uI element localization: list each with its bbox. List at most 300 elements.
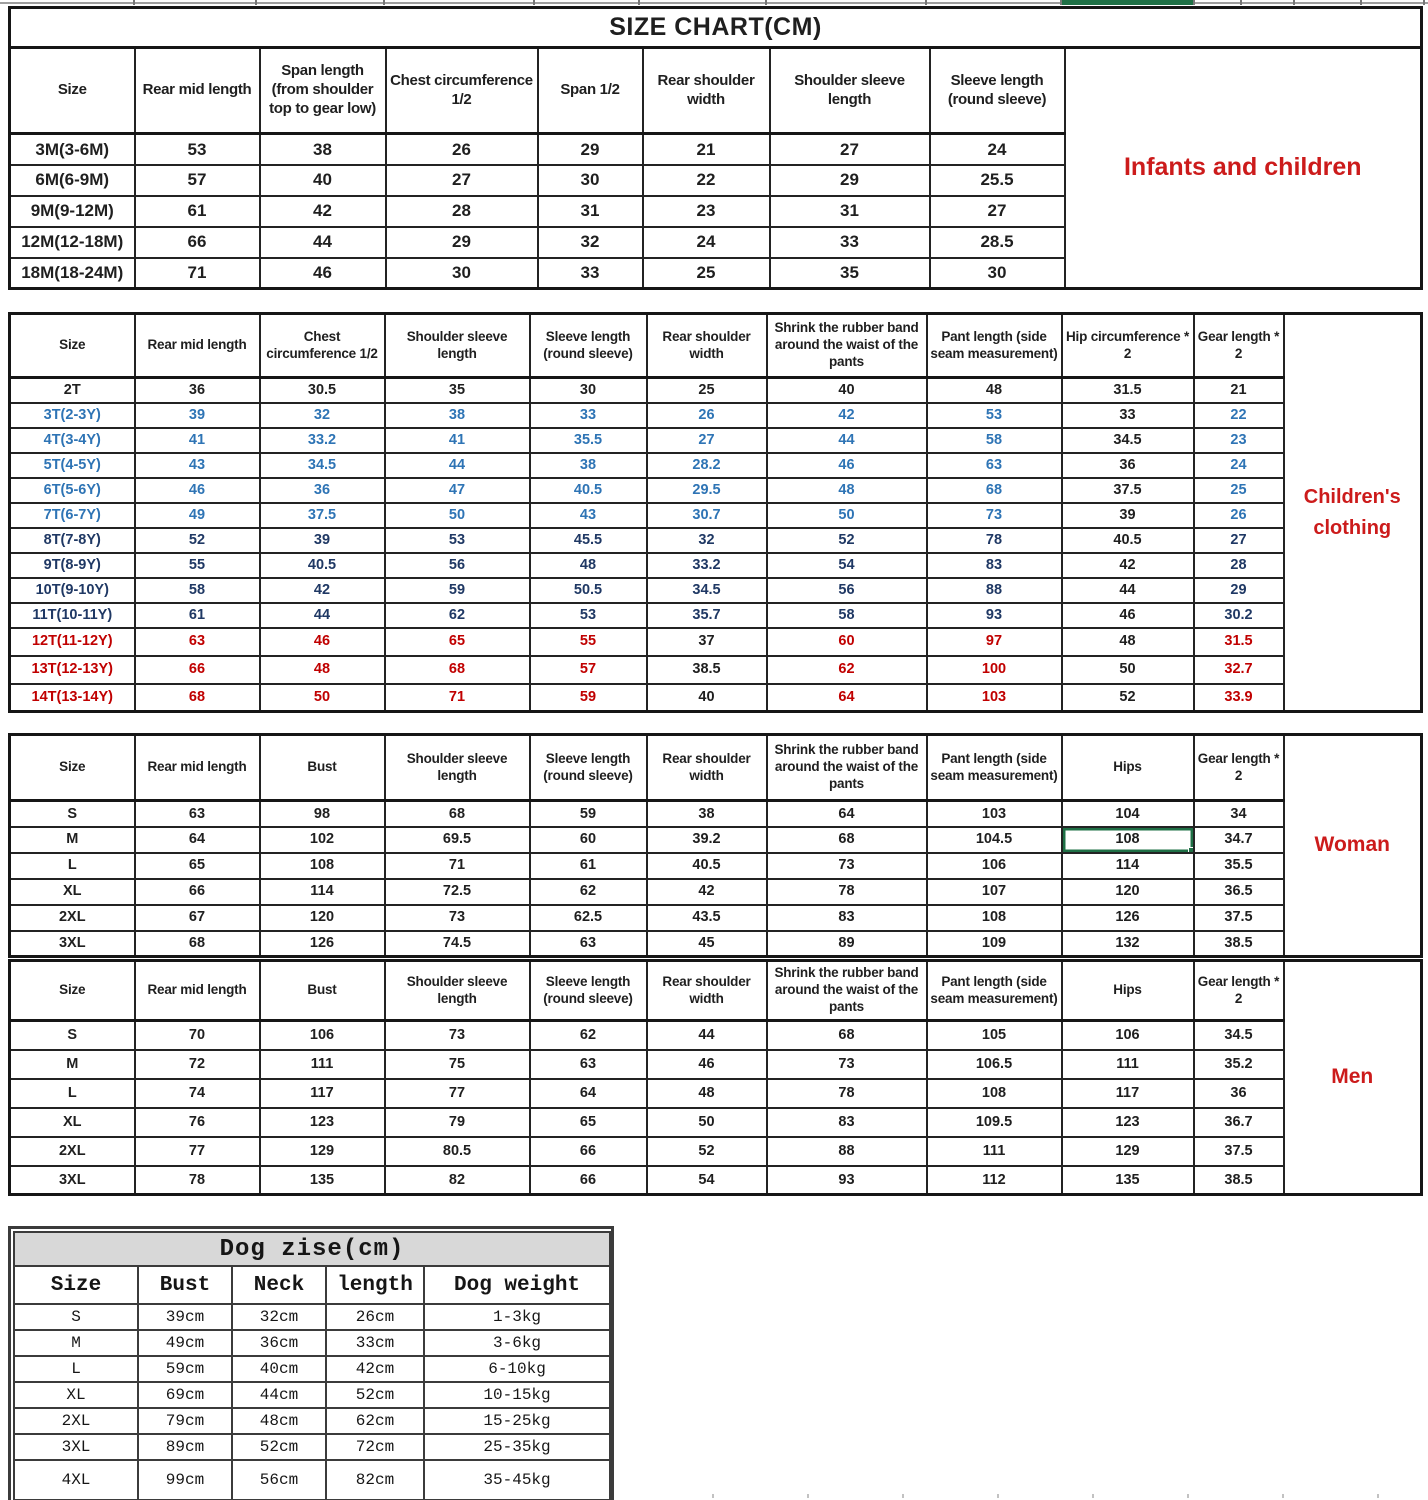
value-cell: 45 [647,931,767,957]
size-cell: S [10,801,135,827]
value-cell: 135 [260,1166,385,1195]
column-header: Rear shoulder width [647,961,767,1021]
table-row [10,403,1422,428]
value-cell: 39 [135,403,260,428]
value-cell: 80.5 [385,1137,530,1166]
value-cell: 36.5 [1194,879,1284,905]
value-cell: 79cm [138,1408,232,1434]
value-cell: 97 [927,628,1062,656]
value-cell: 41 [135,428,260,453]
value-cell: 30.2 [1194,603,1284,628]
value-cell: 45.5 [530,528,647,553]
value-cell: 54 [767,553,927,578]
value-cell: 49cm [138,1330,232,1356]
value-cell: 33 [538,258,643,289]
value-cell: 37.5 [1062,478,1194,503]
value-cell: 76 [135,1108,260,1137]
value-cell: 39cm [138,1304,232,1330]
gridline-tick [1377,1494,1379,1498]
value-cell: 25 [647,378,767,403]
category-label: Infants and children [1065,48,1422,289]
value-cell: 29 [538,134,643,165]
value-cell: 46 [260,628,385,656]
value-cell: 46 [135,478,260,503]
value-cell: 78 [135,1166,260,1195]
value-cell: 63 [927,453,1062,478]
value-cell: 68 [385,801,530,827]
value-cell: 68 [385,656,530,684]
gridline-tick [533,0,535,5]
value-cell: 40cm [232,1356,326,1382]
value-cell: 33 [530,403,647,428]
column-header: Sleeve length (round sleeve) [930,48,1065,134]
column-header: Hips [1062,735,1194,801]
table-row [10,578,1422,603]
value-cell: 58 [927,428,1062,453]
value-cell: 71 [385,684,530,712]
value-cell: 21 [1194,378,1284,403]
value-cell: 104 [1062,801,1194,827]
value-cell: 82cm [326,1460,424,1500]
value-cell: 48 [767,478,927,503]
size-cell: 11T(10-11Y) [10,603,135,628]
column-header: Bust [138,1266,232,1304]
column-header: Sleeve length (round sleeve) [530,961,647,1021]
column-header: Size [10,48,135,134]
table-row [10,684,1422,712]
column-header: Rear mid length [135,735,260,801]
value-cell: 26cm [326,1304,424,1330]
value-cell: 64 [530,1079,647,1108]
column-header: Gear length * 2 [1194,314,1284,378]
value-cell: 108 [1062,827,1194,853]
value-cell: 57 [135,165,260,196]
value-cell: 26 [647,403,767,428]
value-cell: 105 [927,1021,1062,1050]
woman-table [8,733,1423,958]
value-cell: 26 [386,134,538,165]
value-cell: 38 [260,134,386,165]
value-cell: 53 [927,403,1062,428]
size-cell: 13T(12-13Y) [10,656,135,684]
value-cell: 99cm [138,1460,232,1500]
value-cell: 29 [770,165,930,196]
value-cell: 3-6kg [424,1330,610,1356]
value-cell: 28.2 [647,453,767,478]
column-header: Hips [1062,961,1194,1021]
size-cell: 3XL [10,931,135,957]
value-cell: 37.5 [1194,905,1284,931]
table-row [10,1021,1422,1050]
value-cell: 59 [530,801,647,827]
value-cell: 21 [643,134,770,165]
value-cell: 41 [385,428,530,453]
value-cell: 32 [538,227,643,258]
value-cell: 22 [1194,403,1284,428]
value-cell: 38 [385,403,530,428]
size-cell: 4XL [14,1460,138,1500]
column-header: Gear length * 2 [1194,735,1284,801]
size-cell: M [14,1330,138,1356]
value-cell: 31 [770,196,930,227]
value-cell: 59 [530,684,647,712]
value-cell: 64 [767,801,927,827]
table-row [10,931,1422,957]
size-cell: 12M(12-18M) [10,227,135,258]
value-cell: 31.5 [1062,378,1194,403]
value-cell: 32 [647,528,767,553]
category-label: Woman [1284,735,1422,957]
value-cell: 79 [385,1108,530,1137]
table-title: SIZE CHART(CM) [10,8,1422,48]
table-row [10,1166,1422,1195]
value-cell: 42 [767,403,927,428]
value-cell: 46 [1062,603,1194,628]
value-cell: 112 [927,1166,1062,1195]
column-header: Rear mid length [135,961,260,1021]
size-cell: 3XL [14,1434,138,1460]
value-cell: 56cm [232,1460,326,1500]
value-cell: 69.5 [385,827,530,853]
size-cell: S [10,1021,135,1050]
sheet-gridline [0,2,1428,4]
value-cell: 65 [135,853,260,879]
value-cell: 23 [1194,428,1284,453]
dog-table [13,1231,611,1500]
value-cell: 111 [927,1137,1062,1166]
value-cell: 106.5 [927,1050,1062,1079]
table-row [10,1050,1422,1079]
value-cell: 1-3kg [424,1304,610,1330]
value-cell: 117 [1062,1079,1194,1108]
size-table-men [8,959,1423,1196]
infants-table [8,6,1423,290]
value-cell: 44 [1062,578,1194,603]
value-cell: 123 [260,1108,385,1137]
men-table [8,959,1423,1196]
size-cell: 3M(3-6M) [10,134,135,165]
value-cell: 77 [385,1079,530,1108]
size-cell: 14T(13-14Y) [10,684,135,712]
value-cell: 25.5 [930,165,1065,196]
value-cell: 89cm [138,1434,232,1460]
value-cell: 114 [260,879,385,905]
value-cell: 78 [927,528,1062,553]
value-cell: 65 [385,628,530,656]
value-cell: 73 [385,905,530,931]
value-cell: 25 [643,258,770,289]
column-header: Dog weight [424,1266,610,1304]
column-header: Shrink the rubber band around the waist of the pants [767,735,927,801]
value-cell: 36 [1062,453,1194,478]
column-header: Rear shoulder width [647,735,767,801]
value-cell: 34.5 [1194,1021,1284,1050]
value-cell: 50 [767,503,927,528]
value-cell: 83 [767,905,927,931]
value-cell: 35.5 [1194,853,1284,879]
size-table-dog [8,1226,614,1500]
size-cell: 9T(8-9Y) [10,553,135,578]
gridline-tick [807,1494,809,1498]
value-cell: 88 [927,578,1062,603]
column-header: Span length (from shoulder top to gear low) [260,48,386,134]
value-cell: 63 [530,931,647,957]
value-cell: 30 [930,258,1065,289]
value-cell: 6-10kg [424,1356,610,1382]
value-cell: 63 [135,801,260,827]
column-header: Gear length * 2 [1194,961,1284,1021]
value-cell: 50 [1062,656,1194,684]
value-cell: 58 [767,603,927,628]
size-cell: 6M(6-9M) [10,165,135,196]
value-cell: 22 [643,165,770,196]
gridline-tick [133,0,135,5]
column-header: Rear mid length [135,48,260,134]
value-cell: 114 [1062,853,1194,879]
value-cell: 98 [260,801,385,827]
value-cell: 28 [386,196,538,227]
value-cell: 10-15kg [424,1382,610,1408]
value-cell: 38.5 [1194,1166,1284,1195]
value-cell: 40.5 [530,478,647,503]
value-cell: 27 [1194,528,1284,553]
value-cell: 68 [767,1021,927,1050]
value-cell: 38.5 [647,656,767,684]
table-row [10,453,1422,478]
value-cell: 36.7 [1194,1108,1284,1137]
value-cell: 106 [260,1021,385,1050]
value-cell: 72cm [326,1434,424,1460]
value-cell: 66 [135,879,260,905]
value-cell: 33 [1062,403,1194,428]
category-label: Men [1284,961,1422,1195]
gridline-tick [1360,0,1362,5]
value-cell: 62.5 [530,905,647,931]
value-cell: 63 [135,628,260,656]
value-cell: 108 [927,905,1062,931]
value-cell: 55 [135,553,260,578]
column-header: Span 1/2 [538,48,643,134]
gridline-tick [638,0,640,5]
value-cell: 42 [260,196,386,227]
size-cell: 3XL [10,1166,135,1195]
value-cell: 53 [385,528,530,553]
table-row [10,378,1422,403]
value-cell: 55 [530,628,647,656]
value-cell: 111 [1062,1050,1194,1079]
value-cell: 49 [135,503,260,528]
value-cell: 52cm [326,1382,424,1408]
value-cell: 67 [135,905,260,931]
value-cell: 38.5 [1194,931,1284,957]
column-header: Pant length (side seam measurement) [927,314,1062,378]
gridline-tick [1282,1494,1284,1498]
size-cell: 3T(2-3Y) [10,403,135,428]
size-cell: 9M(9-12M) [10,196,135,227]
fill-handle-icon [1188,847,1194,853]
value-cell: 73 [767,853,927,879]
value-cell: 58 [135,578,260,603]
value-cell: 77 [135,1137,260,1166]
value-cell: 43 [530,503,647,528]
size-table-infants [8,6,1423,290]
value-cell: 106 [927,853,1062,879]
size-cell: 7T(6-7Y) [10,503,135,528]
value-cell: 117 [260,1079,385,1108]
value-cell: 59 [385,578,530,603]
value-cell: 50.5 [530,578,647,603]
value-cell: 103 [927,801,1062,827]
category-label: Children's clothing [1284,314,1422,712]
value-cell: 56 [385,553,530,578]
size-cell: 12T(11-12Y) [10,628,135,656]
value-cell: 44 [767,428,927,453]
table-row [14,1434,610,1460]
size-cell: S [14,1304,138,1330]
size-cell: XL [10,879,135,905]
value-cell: 120 [260,905,385,931]
value-cell: 88 [767,1137,927,1166]
value-cell: 25-35kg [424,1434,610,1460]
value-cell: 40 [767,378,927,403]
value-cell: 68 [135,684,260,712]
value-cell: 28.5 [930,227,1065,258]
value-cell: 48 [530,553,647,578]
value-cell: 31.5 [1194,628,1284,656]
value-cell: 46 [260,258,386,289]
value-cell: 78 [767,879,927,905]
gridline-tick [383,0,385,5]
value-cell: 132 [1062,931,1194,957]
value-cell: 75 [385,1050,530,1079]
value-cell: 102 [260,827,385,853]
value-cell: 74.5 [385,931,530,957]
value-cell: 64 [767,684,927,712]
table-row [10,1108,1422,1137]
table-row [14,1330,610,1356]
value-cell: 106 [1062,1021,1194,1050]
value-cell: 53 [135,134,260,165]
value-cell: 129 [1062,1137,1194,1166]
value-cell: 50 [647,1108,767,1137]
value-cell: 60 [530,827,647,853]
size-cell: M [10,827,135,853]
value-cell: 42 [260,578,385,603]
value-cell: 62 [530,1021,647,1050]
gridline-tick [925,0,927,5]
column-header: length [326,1266,424,1304]
size-cell: 8T(7-8Y) [10,528,135,553]
value-cell: 32.7 [1194,656,1284,684]
value-cell: 25 [1194,478,1284,503]
table-row [10,853,1422,879]
value-cell: 35.2 [1194,1050,1284,1079]
value-cell: 44 [260,227,386,258]
value-cell: 52cm [232,1434,326,1460]
value-cell: 126 [260,931,385,957]
value-cell: 31 [538,196,643,227]
value-cell: 43 [135,453,260,478]
value-cell: 24 [930,134,1065,165]
value-cell: 39 [260,528,385,553]
table-row [10,801,1422,827]
size-cell: 6T(5-6Y) [10,478,135,503]
value-cell: 47 [385,478,530,503]
value-cell: 27 [386,165,538,196]
gridline-tick [1187,1494,1189,1498]
gridline-tick [997,1494,999,1498]
value-cell: 48 [927,378,1062,403]
value-cell: 29 [1194,578,1284,603]
table-row [10,553,1422,578]
value-cell: 129 [260,1137,385,1166]
value-cell: 68 [927,478,1062,503]
value-cell: 35-45kg [424,1460,610,1500]
value-cell: 27 [930,196,1065,227]
value-cell: 34.5 [1062,428,1194,453]
value-cell: 15-25kg [424,1408,610,1434]
table-row [10,905,1422,931]
size-cell: 18M(18-24M) [10,258,135,289]
value-cell: 33.2 [647,553,767,578]
size-cell: 5T(4-5Y) [10,453,135,478]
value-cell: 100 [927,656,1062,684]
value-cell: 62cm [326,1408,424,1434]
value-cell: 36 [260,478,385,503]
table-row [14,1460,610,1500]
size-cell: XL [14,1382,138,1408]
table-row [14,1408,610,1434]
value-cell: 66 [135,227,260,258]
value-cell: 30.7 [647,503,767,528]
value-cell: 40.5 [647,853,767,879]
table-row [14,1356,610,1382]
size-cell: 2XL [14,1408,138,1434]
table-row [10,1137,1422,1166]
table-row [14,1382,610,1408]
value-cell: 37.5 [1194,1137,1284,1166]
value-cell: 52 [647,1137,767,1166]
column-header: Rear mid length [135,314,260,378]
value-cell: 44 [647,1021,767,1050]
value-cell: 89 [767,931,927,957]
value-cell: 50 [385,503,530,528]
value-cell: 60 [767,628,927,656]
value-cell: 69cm [138,1382,232,1408]
column-header: Size [10,314,135,378]
size-cell: XL [10,1108,135,1137]
value-cell: 53 [530,603,647,628]
value-cell: 24 [1194,453,1284,478]
value-cell: 107 [927,879,1062,905]
value-cell: 126 [1062,905,1194,931]
value-cell: 108 [260,853,385,879]
value-cell: 39.2 [647,827,767,853]
value-cell: 123 [1062,1108,1194,1137]
value-cell: 44cm [232,1382,326,1408]
value-cell: 103 [927,684,1062,712]
value-cell: 38 [647,801,767,827]
value-cell: 111 [260,1050,385,1079]
value-cell: 34 [1194,801,1284,827]
value-cell: 46 [647,1050,767,1079]
size-cell: 4T(3-4Y) [10,428,135,453]
table-row [10,827,1422,853]
column-header: Size [10,735,135,801]
value-cell: 74 [135,1079,260,1108]
value-cell: 34.7 [1194,827,1284,853]
size-cell: 2XL [10,1137,135,1166]
